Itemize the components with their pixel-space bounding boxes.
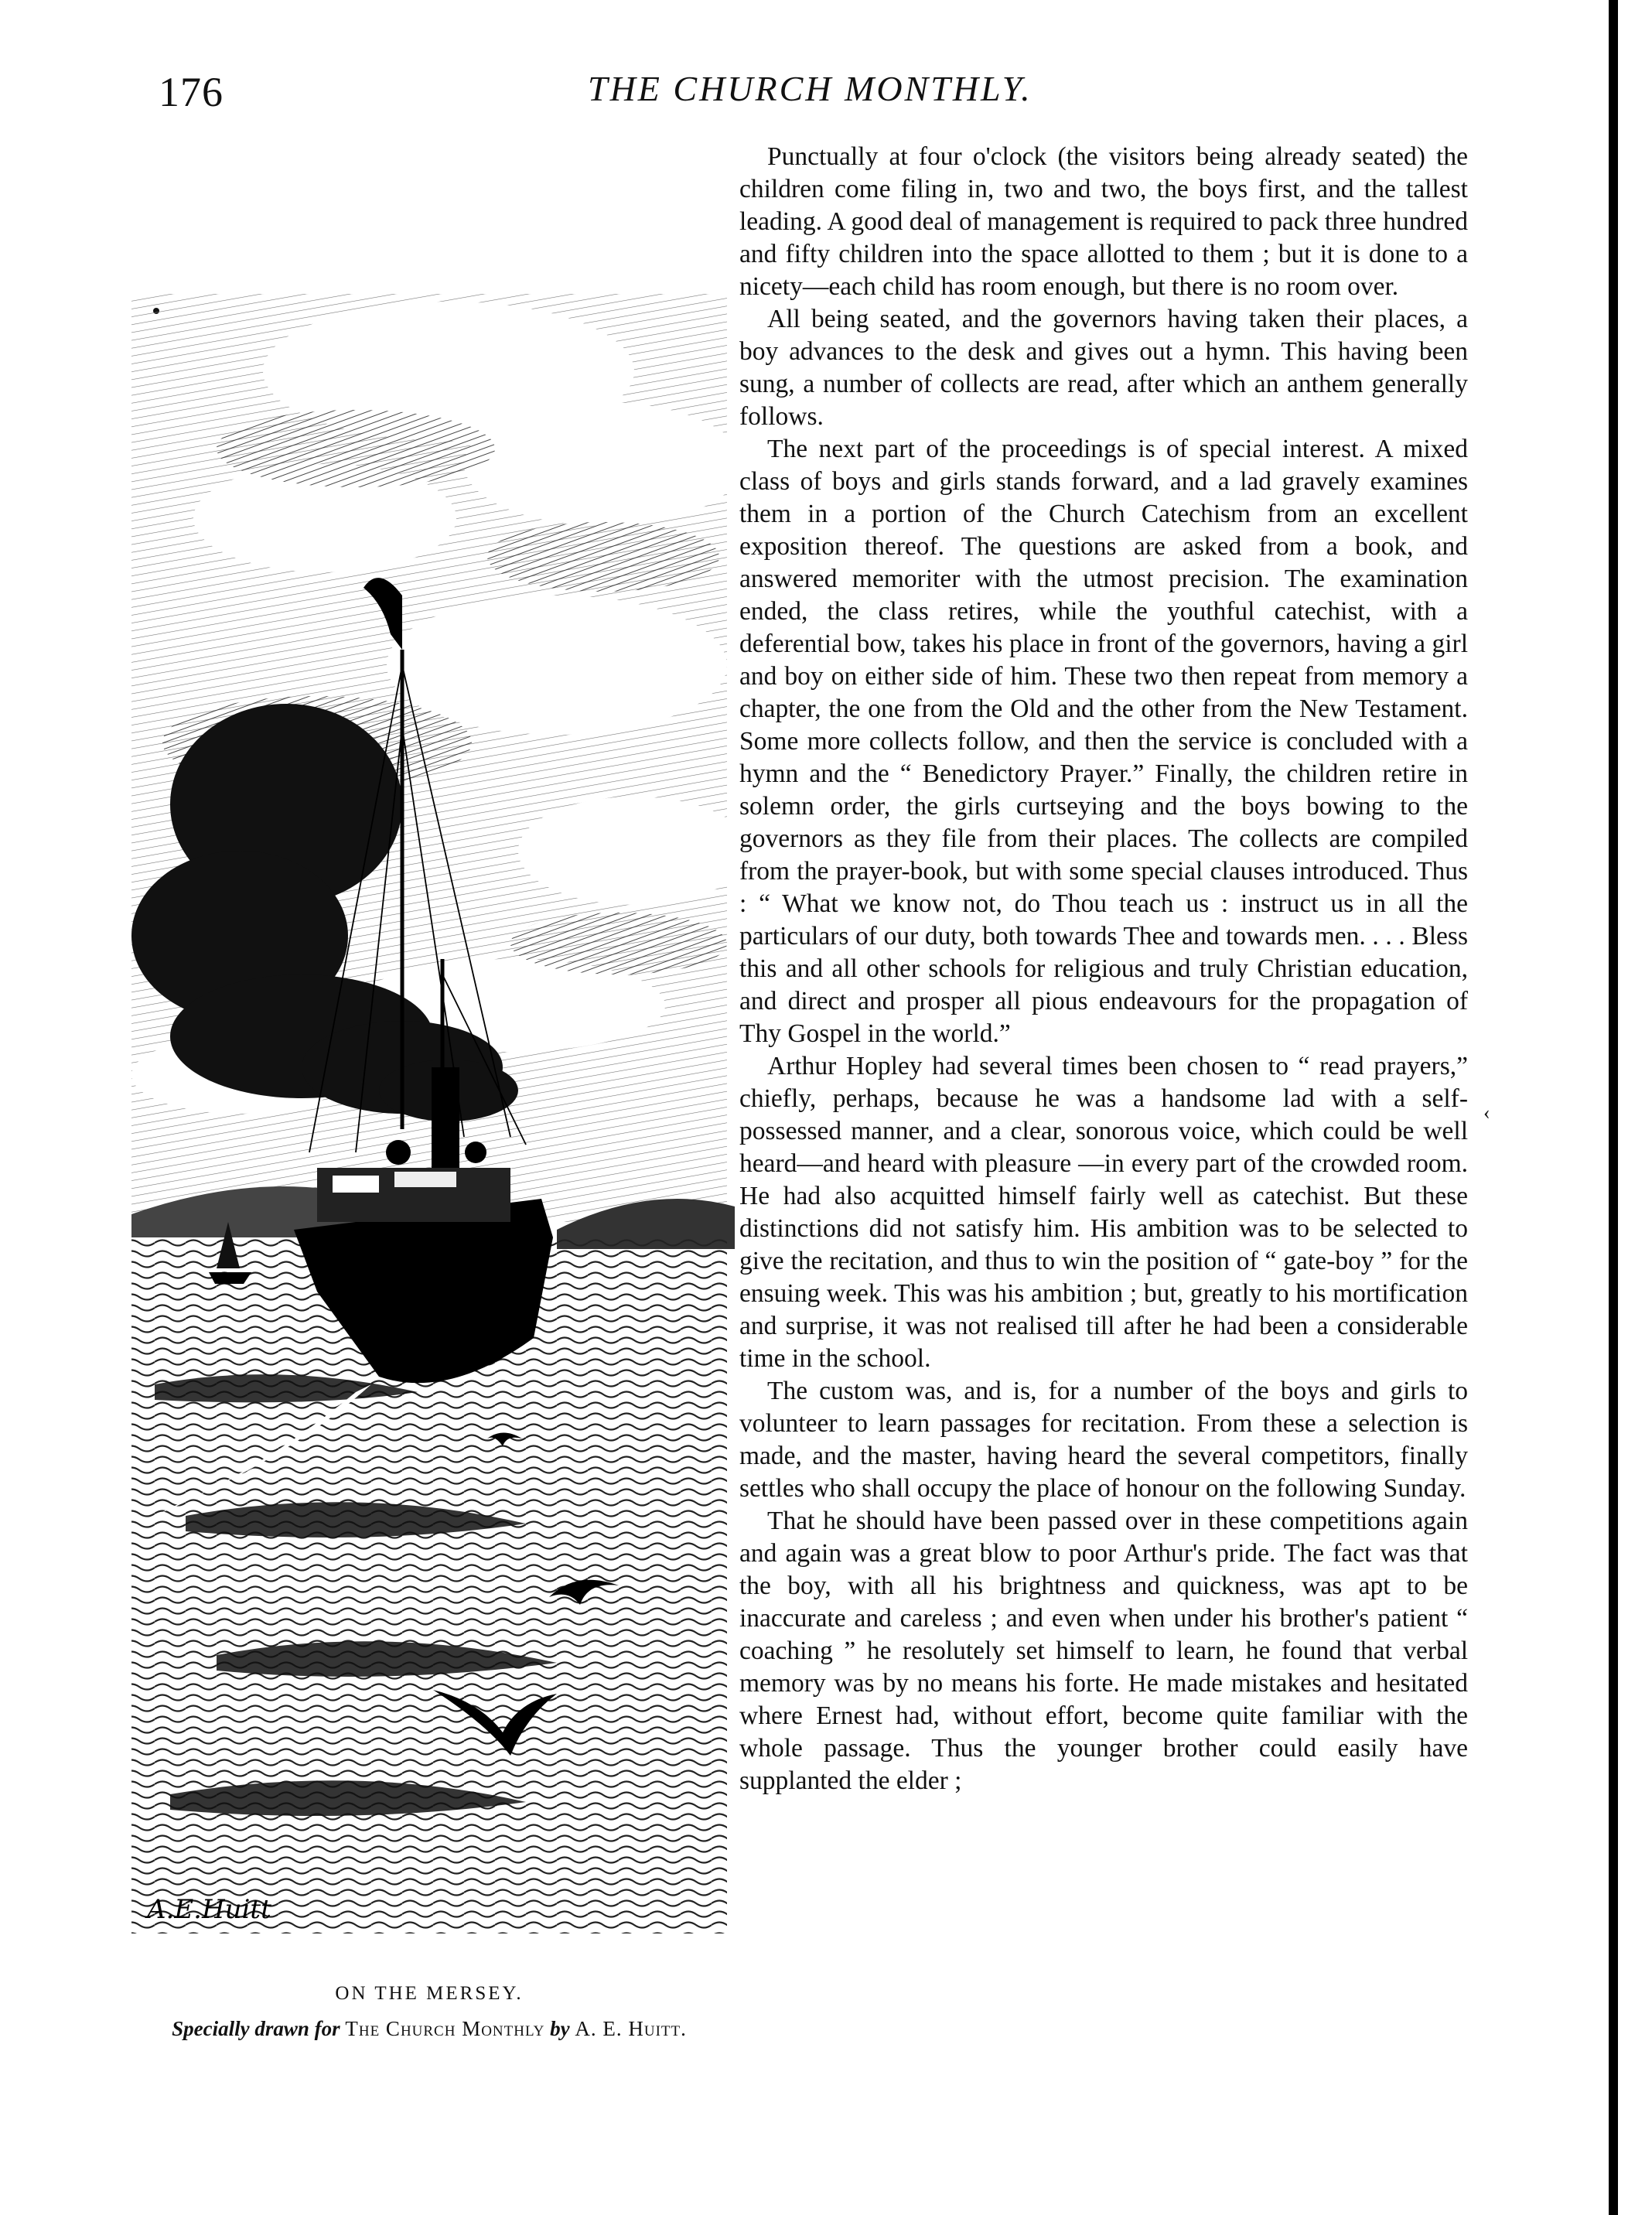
article-paragraph: Arthur Hopley had several times been chosen to “ read prayers,” chiefly, perhaps, because he was a handsome lad with a self-possessed manner, and a clear, sonorous voice, which could be well heard—and heard with pleasure —in every part of the crowded room. He had also acquitted himself fairly well as catechist. But these distinctions did not satisfy him. His ambition was to be selected to give the recitation, and thus to win the position of “ gate-boy ” for the ensuing week. This was his ambition ; but, greatly to his mortification and surprise, it was not realised till after he had been a considerable time in the school. xyxy=(739,1052,1468,1373)
credit-publication: The Church Monthly xyxy=(345,2017,545,2040)
artist-signature: A.E.Huitt xyxy=(147,1894,271,1925)
steamship-illustration xyxy=(124,263,735,1964)
scan-edge-bar xyxy=(1609,0,1618,2215)
credit-by: by xyxy=(550,2017,570,2040)
article-text-column xyxy=(739,141,1468,1797)
illustration-drawing xyxy=(124,263,735,1964)
article-paragraph: Punctually at four o'clock (the visitors being already seated) the children come filing in, two and two, the boys first, and the tallest leading. A good deal of management is required to pack three hundred and fifty children into the space allotted to them ; but it is done to a nicety—each child has room enough, but there is no room over. xyxy=(739,142,1468,301)
page-number: 176 xyxy=(159,69,224,115)
illustration-credit xyxy=(124,2017,735,2041)
article-paragraph: That he should have been passed over in these competitions again and again was a great blow to poor Arthur's pride. The fact was that the boy, with all his brightness and quickness, was apt to be inaccurate and careless ; and even when under his brother's patient “ coaching ” he resolutely set himself to learn, he found that verbal memory was by no means his forte. He made mistakes and hesitated where Ernest had, without effort, become quite familiar with the whole passage. Thus the younger brother could easily have supplanted the elder ; xyxy=(739,1507,1468,1795)
credit-artist: A. E. Huitt. xyxy=(575,2017,687,2040)
article-paragraph: All being seated, and the governors having taken their places, a boy advances to the desk and gives out a hymn. This having been sung, a number of collects are read, after which an anthem generally follows. xyxy=(739,305,1468,431)
running-title: THE CHURCH MONTHLY. xyxy=(588,69,1032,108)
illustration-caption-title: ON THE MERSEY. xyxy=(335,1983,524,2004)
margin-mark: ‹ xyxy=(1483,1101,1490,1124)
credit-prefix: Specially drawn for xyxy=(172,2017,340,2040)
article-paragraph: The next part of the proceedings is of special interest. A mixed class of boys and girls stands forward, and a lad gravely examines them in a portion of the Church Catechism from an excellent exposition thereof. The questions are asked from a book, and answered memoriter with the utmost precision. The examination ended, the class retires, while the youthful catechist, with a deferential bow, takes his place in front of the governors, having a girl and boy on either side of him. These two then repeat from memory a chapter, the one from the Old and the other from the New Testament. Some more collects follow, and then the service is concluded with a hymn and the “ Benedictory Prayer.” Finally, the children retire in solemn order, the girls curtseying and the boys bowing to the governors as they file from their places. The collects are compiled from the prayer-book, but with some special clauses introduced. Thus : “ What we know not, do Thou teach us : instruct us in all the particulars of our duty, both towards Thee and towards men. . . . Bless this and all other schools for religious and truly Christian education, and direct and prosper all pious endeavours for the propagation of Thy Gospel in the world.” xyxy=(739,435,1468,1048)
article-paragraph: The custom was, and is, for a number of the boys and girls to volunteer to learn passages for recitation. From these a selection is made, and the master, having heard the several competitors, finally settles who shall occupy the place of honour on the following Sunday. xyxy=(739,1377,1468,1503)
